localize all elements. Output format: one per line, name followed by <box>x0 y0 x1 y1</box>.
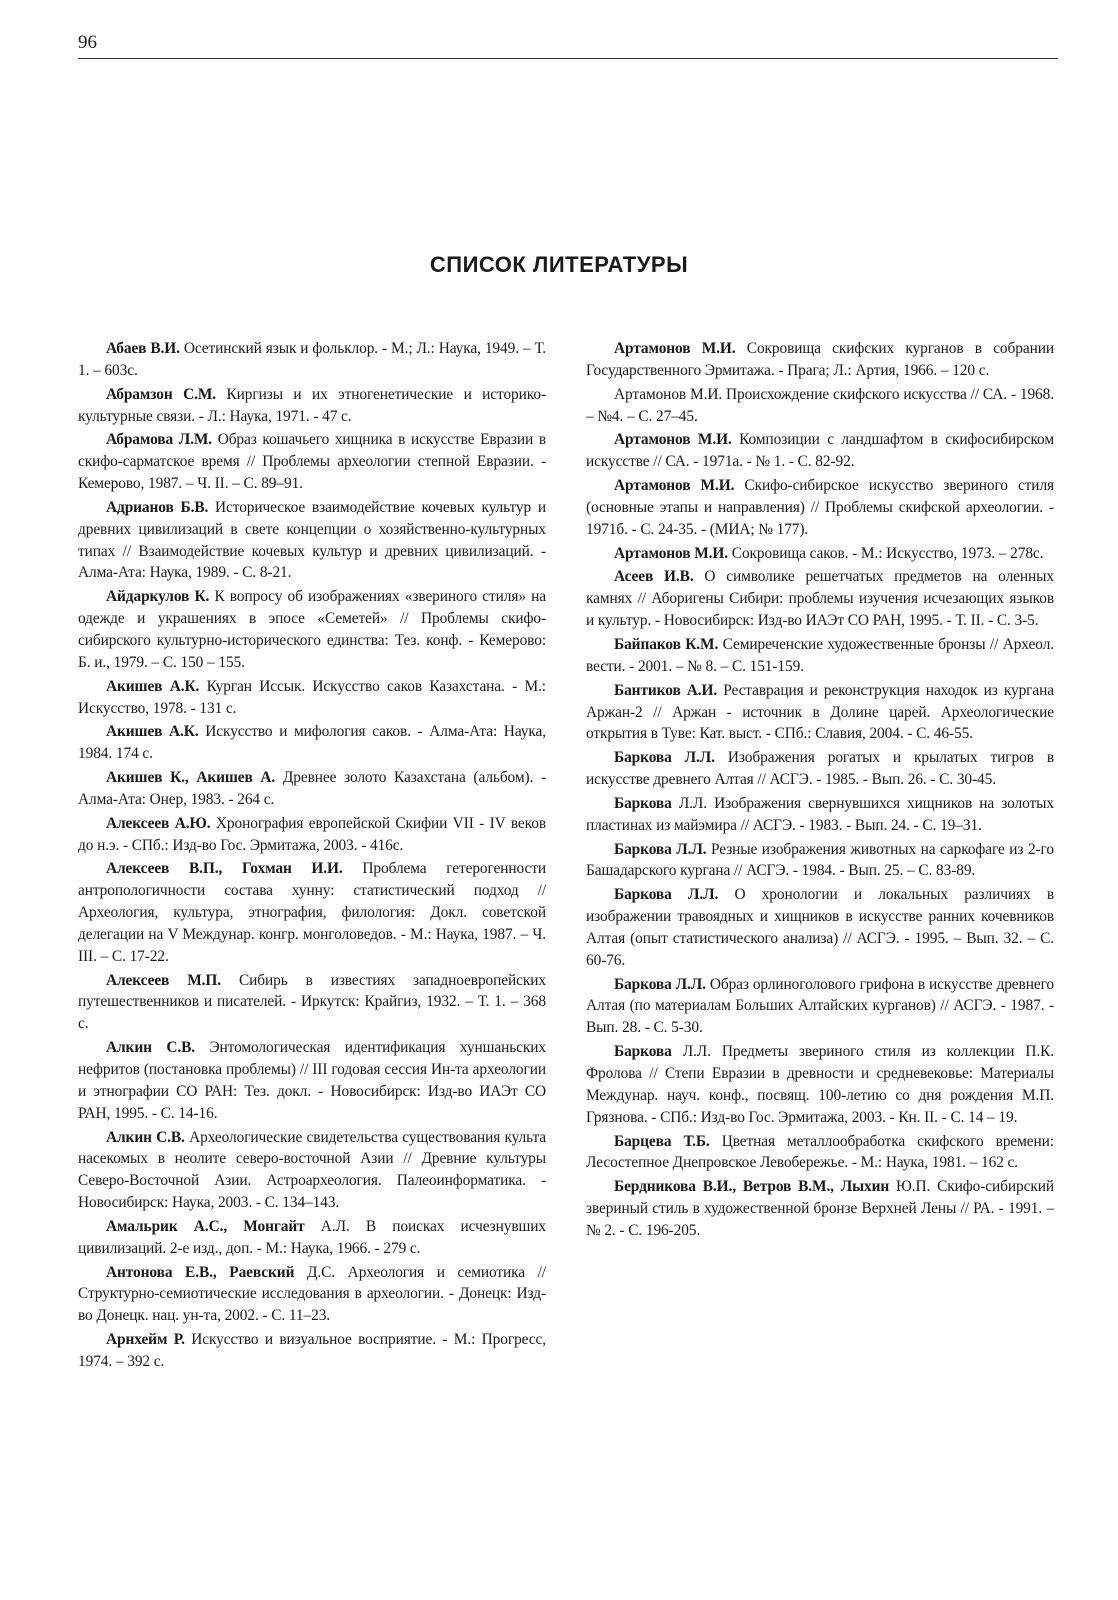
entry-text: Семиреченские художественные бронзы // Археол. вести. - 2001. – № 8. – С. 151-159. <box>586 635 1054 675</box>
entry-author: Арнхейм Р. <box>106 1331 185 1349</box>
bibliography-entry <box>78 721 546 765</box>
bibliography-entry <box>78 338 546 382</box>
entry-author: Бантиков А.И. <box>614 681 718 699</box>
entry-text: Курган Иссык. Искусство саков Казахстана. - М.: Искусство, 1978. - 131 с. <box>78 677 546 717</box>
entry-text: Изображения рогатых и крылатых тигров в искусстве древнего Алтая // АСГЭ. - 1985. - Вып. 26. - С. 30-45. <box>586 749 1054 789</box>
page-number: 96 <box>78 32 97 53</box>
bibliography-entry <box>78 1262 546 1328</box>
bibliography-entry <box>78 429 546 495</box>
bibliography-left-column <box>78 338 546 1375</box>
bibliography-entry <box>78 384 546 428</box>
bibliography-entry <box>586 680 1054 746</box>
entry-author: Акишев К., Акишев А. <box>106 769 276 787</box>
entry-author: Алкин С.В. <box>106 1128 185 1146</box>
entry-text: Д.С. Археология и семиотика // Структурно-семиотические исследования в археологии. - Донецк: Изд-во Донецк. нац. ун-та, 2002. - С. 11–23. <box>78 1263 546 1325</box>
entry-text: Киргизы и их этногенетические и историко-культурные связи. - Л.: Наука, 1971. - 47 с. <box>78 385 546 425</box>
bibliography-entry <box>586 475 1054 541</box>
entry-author: Асеев И.В. <box>614 568 694 586</box>
bibliography-entry <box>78 970 546 1036</box>
entry-author: Баркова <box>614 794 672 812</box>
entry-text: А.Л. В поисках исчезнувших цивилизаций. 2-е изд., доп. - М.: Наука, 1966. - 279 с. <box>78 1217 546 1257</box>
entry-text: Ю.П. Скифо-сибирский звериный стиль в художественной бронзе Верхней Лены // РА. - 1991. – № 2. - С. 196-205. <box>586 1178 1054 1239</box>
entry-author: Баркова Л.Л. <box>614 749 715 767</box>
entry-author: Баркова Л.Л. <box>614 886 719 904</box>
bibliography-entry <box>78 586 546 673</box>
bibliography-entry <box>586 566 1054 632</box>
bibliography-entry <box>586 884 1054 971</box>
entry-author: Абрамзон С.М. <box>106 385 217 403</box>
entry-text: Древнее золото Казахстана (альбом). - Алма-Ата: Онер, 1983. - 264 с. <box>78 769 546 808</box>
entry-author: Айдаркулов К. <box>106 588 210 606</box>
entry-author: Баркова Л.Л. <box>614 975 706 993</box>
bibliography-entry <box>586 974 1054 1040</box>
bibliography-entry <box>78 813 546 857</box>
bibliography-right-column <box>586 338 1054 1244</box>
bibliography-entry <box>586 1131 1054 1175</box>
entry-author: Алексеев А.Ю. <box>106 814 211 832</box>
entry-text: Энтомологическая идентификация хуншаньских нефритов (постановка проблемы) // III годовая сессия Ин-та археологии и этнографии СО РАН: Тез. докл. - Новосибирск: Изд-во ИАЭт СО РАН, 1995. - С. 14-16. <box>78 1039 546 1122</box>
entry-author: Барцева Т.Б. <box>614 1132 710 1150</box>
bibliography-entry <box>586 1176 1054 1242</box>
entry-author: Адрианов Б.В. <box>106 498 209 516</box>
entry-author: Акишев А.К. <box>106 723 199 741</box>
entry-text: Искусство и визуальное восприятие. - М.: Прогресс, 1974. – 392 с. <box>78 1331 546 1370</box>
bibliography-entry <box>586 839 1054 883</box>
entry-author: Антонова Е.В., Раевский <box>106 1263 295 1281</box>
entry-text: Искусство и мифология саков. - Алма-Ата: Наука, 1984. 174 с. <box>78 723 546 763</box>
entry-text: О символике решетчатых предметов на оленных камнях // Аборигены Сибири: проблемы изучения исчезающих языков и культур. - Новосибирск: Изд-во ИАЭт СО РАН, 1995. - Т. II. - С. 3-5. <box>586 568 1054 630</box>
entry-text: К вопросу об изображениях «звериного стиля» на одежде и украшениях в эпосе «Семетей» // Проблемы скифо-сибирского культурно-исторического единства: Тез. конф. - Кемерово: Б. и., 1979. – С. 150 – 155. <box>78 588 546 671</box>
entry-text: Сибирь в известиях западноевропейских путешественников и писателей. - Иркутск: Крайгиз, 1932. – Т. 1. – 368 с. <box>78 971 546 1033</box>
entry-author: Абаев В.И. <box>106 340 180 357</box>
entry-text: Сокровища саков. - М.: Искусство, 1973. – 278с. <box>728 544 1044 562</box>
bibliography-entry <box>78 1037 546 1124</box>
entry-author: Алкин С.В. <box>106 1039 195 1057</box>
header-rule <box>78 58 1058 59</box>
bibliography-entry <box>586 384 1054 428</box>
entry-text: Скифо-сибирское искусство звериного стиля (основные этапы и направления) // Проблемы скифской археологии. - 1971б. - С. 24-35. - (МИА; № 177). <box>586 477 1054 538</box>
bibliography-entry <box>78 1127 546 1214</box>
entry-text: Хронография европейской Скифии VII - IV веков до н.э. - СПб.: Изд-во Гос. Эрмитажа, 2003. - 416с. <box>78 814 546 854</box>
entry-author: Амальрик А.С., Монгайт <box>106 1217 305 1235</box>
entry-text: Реставрация и реконструкция находок из кургана Аржан-2 // Аржан - источник в Долине царей. Археологические открытия в Туве: Кат. выст. - СПб.: Славия, 2004. - С. 46-55. <box>586 681 1054 743</box>
entry-text: Историческое взаимодействие кочевых культур и древних цивилизаций в свете концепции о хозяйственно-культурных типах // Взаимодействие кочевых культур и древних цивилизаций. - Алма-Ата: Наука, 1989. - С. 8-21. <box>78 498 546 582</box>
entry-author: Артамонов М.И. <box>614 431 732 449</box>
bibliography-entry <box>78 676 546 720</box>
entry-text: Л.Л. Предметы звериного стиля из коллекции П.К. Фролова // Степи Евразии в древности и средневековье: Материалы Междунар. науч. конф., посвящ. 100-летию со дня рождения М.П. Грязнова. - СПб.: Изд-во Гос. Эрмитажа, 2003. - Кн. II. - С. 14 – 19. <box>586 1043 1054 1126</box>
entry-author: Бердникова В.И., Ветров В.М., Лыхин <box>614 1178 890 1196</box>
entry-text: Сокровища скифских курганов в собрании Государственного Эрмитажа. - Прага; Л.: Артия, 1966. – 120 с. <box>586 340 1054 379</box>
entry-text: Л.Л. Изображения свернувшихся хищников на золотых пластинах из майэмира // АСГЭ. - 1983. - Вып. 24. - С. 19–31. <box>586 794 1054 834</box>
bibliography-entry <box>78 1216 546 1260</box>
entry-author: Артамонов М.И. <box>614 477 735 495</box>
entry-text: Археологические свидетельства существования культа насекомых в неолите северо-восточной Азии // Древние культуры Северо-Восточной Азии. Астроархеология. Палеоинформатика. - Новосибирск: Наука, 2003. - С. 134–143. <box>78 1128 546 1212</box>
entry-text: О хронологии и локальных различиях в изображении травоядных и хищников в искусстве ранних кочевников Алтая (опыт статистического анализа) // АСГЭ. - 1995. – Вып. 32. – С. 60-76. <box>586 886 1055 969</box>
bibliography-entry <box>78 858 546 967</box>
entry-author: Артамонов М.И. <box>614 340 736 357</box>
entry-author: Алексеев М.П. <box>106 971 221 989</box>
bibliography-entry <box>78 1329 546 1373</box>
bibliography-entry <box>78 767 546 811</box>
entry-text: Цветная металлообработка скифского времени: Лесостепное Днепровское Левобережье. - М.: Наука, 1981. – 162 с. <box>586 1132 1054 1172</box>
entry-text: Образ орлиноголового грифона в искусстве древнего Алтая (по материалам Больших Алтайских курганов) // АСГЭ. - 1987. - Вып. 28. - С. 5-30. <box>586 975 1054 1037</box>
entry-author: Байпаков К.М. <box>614 635 719 653</box>
bibliography-entry <box>586 429 1054 473</box>
entry-author: Баркова Л.Л. <box>614 840 707 858</box>
bibliography-entry <box>586 634 1054 678</box>
bibliography-entry <box>586 1041 1054 1128</box>
page-title: СПИСОК ЛИТЕРАТУРЫ <box>429 252 689 277</box>
entry-author: Баркова <box>614 1043 672 1061</box>
entry-text: Композиции с ландшафтом в скифосибирском искусстве // СА. - 1971а. - № 1. - С. 82-92. <box>586 431 1054 471</box>
entry-author: Алексеев В.П., Гохман И.И. <box>106 860 343 878</box>
bibliography-entry <box>586 793 1054 837</box>
entry-author: Артамонов М.И. <box>614 544 729 562</box>
entry-author: Абрамова Л.М. <box>106 431 213 449</box>
entry-author: Акишев А.К. <box>106 677 200 695</box>
entry-text: Проблема гетерогенности антропологичности состава хунну: статистический подход // Археология, культура, этнография, филология: Докл. советской делегации на V Междунар. конгр. монголоведов. - М.: Наука, 1987. – Ч. III. – С. 17-22. <box>78 860 546 965</box>
entry-text: Образ кошачьего хищника в искусстве Евразии в скифо-сарматское время // Проблемы археологии степной Евразии. - Кемерово, 1987. – Ч. II. – С. 89–91. <box>78 431 546 493</box>
entry-text: Резные изображения животных на саркофаге из 2-го Башадарского кургана // АСГЭ. - 1984. - Вып. 25. – С. 83-89. <box>586 840 1054 880</box>
bibliography-entry <box>78 497 546 584</box>
entry-text: Артамонов М.И. Происхождение скифского искусства // СА. - 1968. – №4. – С. 27–45. <box>586 385 1054 425</box>
bibliography-entry <box>586 338 1054 382</box>
entry-text: Осетинский язык и фольклор. - М.; Л.: Наука, 1949. – Т. 1. – 603с. <box>78 340 546 379</box>
bibliography-entry <box>586 543 1054 565</box>
bibliography-entry <box>586 747 1054 791</box>
